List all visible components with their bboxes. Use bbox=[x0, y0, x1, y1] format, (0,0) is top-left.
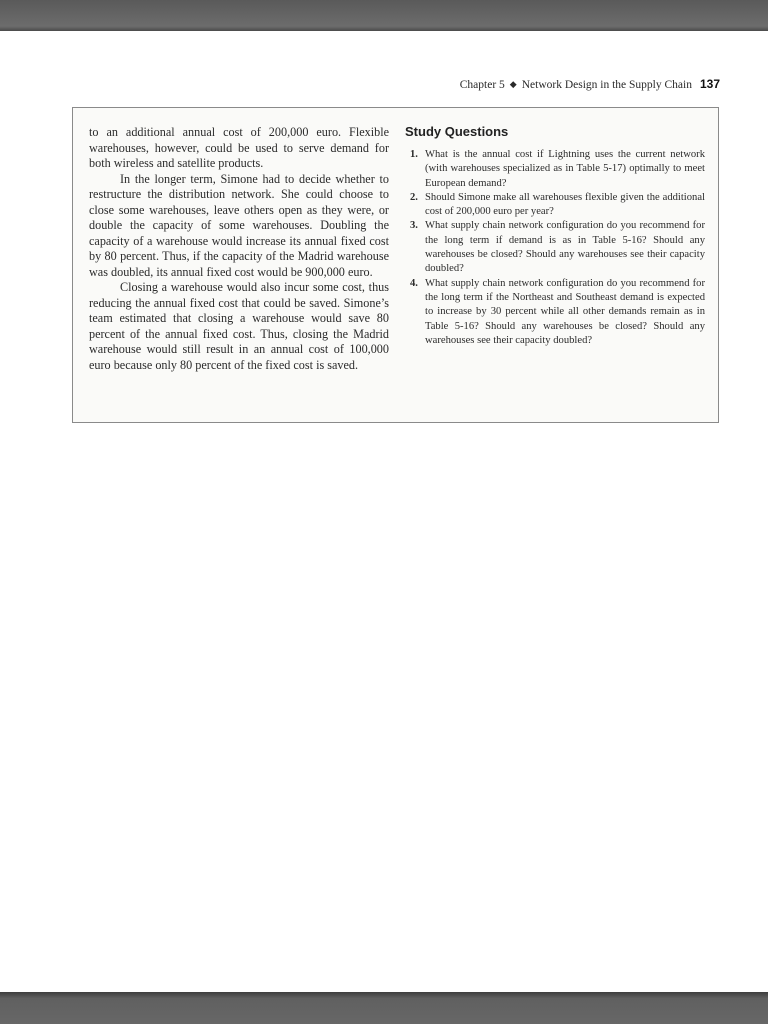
question-number: 3. bbox=[410, 220, 418, 232]
case-paragraph: Closing a warehouse would also incur some cost, thus reducing the annual fixed cost that could be saved. Simone’s team estimated that closing a warehouse would save 80 percent of the annual fixed cost. Thus, closing the Madrid warehouse would still result in an annual cost of 100,000 euro because only 80 percent of the fixed cost is saved. bbox=[89, 280, 389, 372]
case-text-column bbox=[89, 125, 389, 373]
study-questions-list bbox=[405, 148, 705, 348]
question-text: What supply chain network configuration do you recommend for the long term if demand is as in Table 5-16? Should any warehouses be closed? Should any warehouses see their capacity doubled? bbox=[425, 220, 705, 275]
study-questions-section bbox=[405, 124, 705, 348]
case-content-box bbox=[72, 107, 719, 423]
question-text: Should Simone make all warehouses flexible given the additional cost of 200,000 euro per year? bbox=[425, 191, 705, 218]
study-question bbox=[405, 219, 705, 276]
case-paragraph: to an additional annual cost of 200,000 euro. Flexible warehouses, however, could be used to serve demand for both wireless and satellite products. bbox=[89, 125, 389, 170]
study-question bbox=[405, 148, 705, 191]
case-paragraph: In the longer term, Simone had to decide whether to restructure the distribution network. She could choose to close some warehouses, leave others open as they were, or double the capacity of some warehouses. Doubling the capacity of a warehouse would increase its annual fixed cost by 80 percent. Thus, if the capacity of the Madrid warehouse was doubled, its annual fixed cost would be 900,000 euro. bbox=[89, 171, 389, 279]
bottom-bar bbox=[0, 992, 768, 1024]
question-text: What supply chain network configuration do you recommend for the long term if the Northeast and Southeast demand is expected to increase by 30 percent while all other demands remain as in Table 5-16? Should any warehouses be closed? Should any warehouses see their capacity doubled? bbox=[425, 277, 705, 346]
question-number: 2. bbox=[410, 191, 418, 203]
study-question bbox=[405, 277, 705, 348]
study-question bbox=[405, 191, 705, 220]
page-number: 137 bbox=[699, 77, 720, 91]
question-text: What is the annual cost if Lightning uses the current network (with warehouses specialized as in Table 5-17) optimally to meet European demand? bbox=[425, 149, 705, 189]
section-title: Network Design in the Supply Chain bbox=[521, 79, 692, 91]
diamond-separator-icon: ◆ bbox=[509, 79, 517, 89]
running-header bbox=[460, 77, 720, 91]
question-number: 1. bbox=[410, 149, 418, 160]
chapter-label: Chapter 5 bbox=[459, 79, 505, 91]
top-bar bbox=[0, 0, 768, 31]
study-questions-title: Study Questions bbox=[405, 124, 509, 139]
question-number: 4. bbox=[410, 277, 418, 289]
